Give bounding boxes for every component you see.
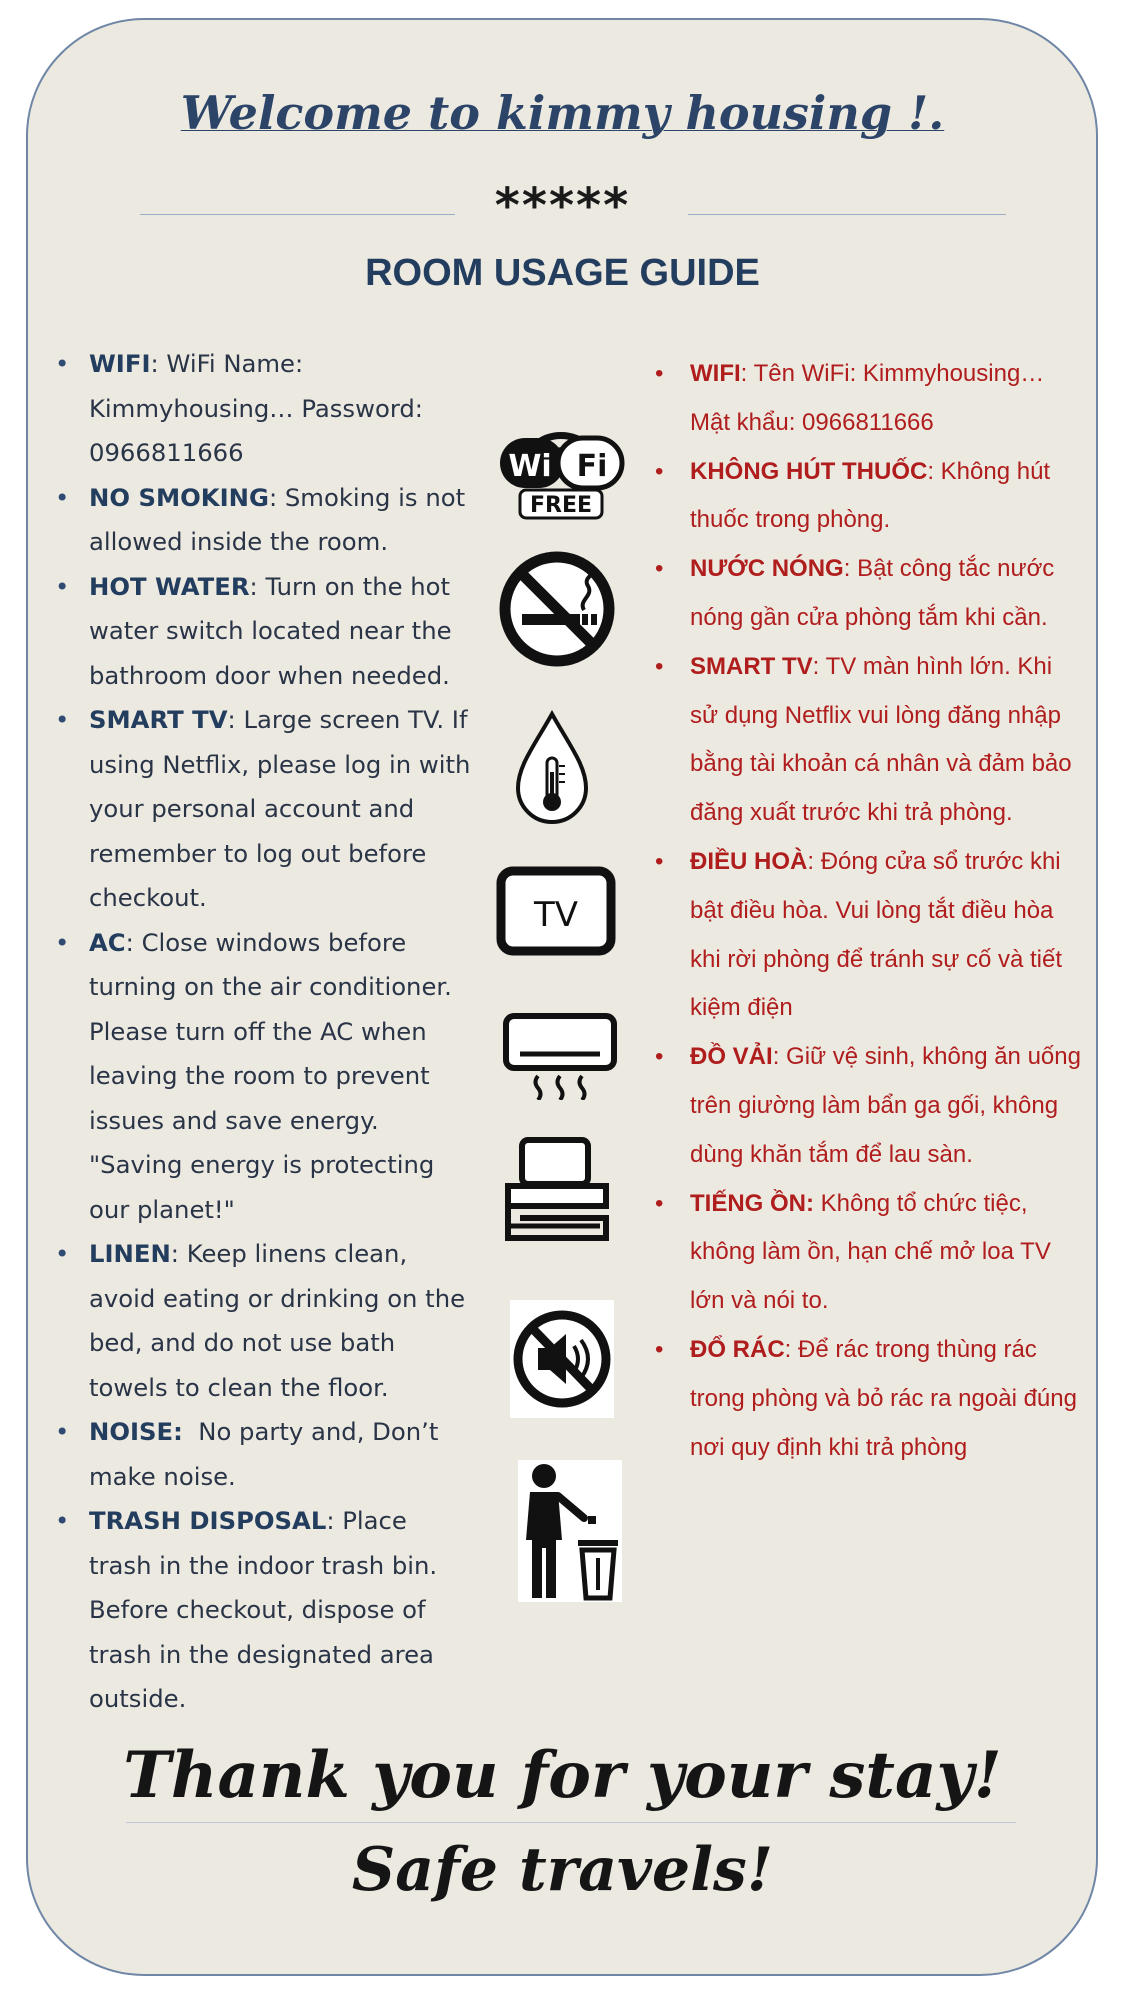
- footer-divider: [126, 1822, 1016, 1823]
- stars-rating: *****: [494, 178, 631, 234]
- welcome-heading: Welcome to kimmy housing !.: [180, 86, 945, 140]
- page-title: ROOM USAGE GUIDE: [365, 252, 760, 294]
- rule-noise-en: • NOISE: No party and, Don’t make noise.: [55, 1410, 475, 1499]
- svg-text:TV: TV: [533, 895, 579, 935]
- rule-no-smoking-vi: • KHÔNG HÚT THUỐC: Không hút thuốc trong phòng.: [655, 448, 1085, 546]
- no-smoking-icon: [496, 548, 618, 670]
- rule-trash-vi: • ĐỔ RÁC: Để rác trong thùng rác trong phòng và bỏ rác ra ngoài đúng nơi quy định khi trả phòng: [655, 1326, 1085, 1472]
- air-conditioner-icon: [502, 1010, 618, 1100]
- svg-text:FREE: FREE: [529, 493, 593, 518]
- rule-wifi-en: • WIFI: WiFi Name: Kimmyhousing… Password: 0966811666: [55, 342, 475, 476]
- rule-smart-tv-vi: • SMART TV: TV màn hình lớn. Khi sử dụng Netflix vui lòng đăng nhập bằng tài khoản cá nhân và đảm bảo đăng xuất trước khi trả phòng.: [655, 643, 1085, 838]
- tv-icon: [496, 866, 616, 958]
- svg-text:Fi: Fi: [576, 449, 608, 484]
- vietnamese-rules-list: [655, 350, 1085, 1472]
- rule-hot-water-en: • HOT WATER: Turn on the hot water switch located near the bathroom door when needed.: [55, 565, 475, 699]
- rule-ac-vi: • ĐIỀU HOÀ: Đóng cửa sổ trước khi bật điều hòa. Vui lòng tắt điều hòa khi rời phòng để tránh sự cố và tiết kiệm điện: [655, 838, 1085, 1033]
- rule-linen-en: • LINEN: Keep linens clean, avoid eating or drinking on the bed, and do not use bath towels to clean the floor.: [55, 1232, 475, 1410]
- linen-icon: [500, 1134, 614, 1246]
- rule-noise-vi: • TIẾNG ỒN: Không tổ chức tiệc, không làm ồn, hạn chế mở loa TV lớn và nói to.: [655, 1180, 1085, 1326]
- svg-text:Wi: Wi: [508, 449, 552, 484]
- english-rules-list: [55, 342, 475, 1722]
- no-noise-icon: [510, 1300, 614, 1418]
- rule-smart-tv-en: • SMART TV: Large screen TV. If using Netflix, please log in with your personal account and remember to log out before checkout.: [55, 698, 475, 921]
- safe-travels-message: Safe travels!: [351, 1835, 774, 1905]
- wifi-free-icon: [492, 408, 630, 520]
- rule-trash-en: • TRASH DISPOSAL: Place trash in the indoor trash bin. Before checkout, dispose of trash in the designated area outside.: [55, 1499, 475, 1722]
- rule-no-smoking-en: • NO SMOKING: Smoking is not allowed inside the room.: [55, 476, 475, 565]
- rule-hot-water-vi: • NƯỚC NÓNG: Bật công tắc nước nóng gần cửa phòng tắm khi cần.: [655, 545, 1085, 643]
- rule-linen-vi: • ĐỒ VẢI: Giữ vệ sinh, không ăn uống trên giường làm bẩn ga gối, không dùng khăn tắm để lau sàn.: [655, 1033, 1085, 1179]
- hot-water-icon: [512, 710, 592, 828]
- rule-ac-en: • AC: Close windows before turning on the air conditioner. Please turn off the AC when leaving the room to prevent issues and save energy. "Saving energy is protecting our planet!": [55, 921, 475, 1233]
- thank-you-message: Thank you for your stay!: [123, 1738, 1002, 1813]
- rule-wifi-vi: • WIFI: Tên WiFi: Kimmyhousing… Mật khẩu: 0966811666: [655, 350, 1085, 448]
- trash-disposal-icon: [518, 1460, 622, 1602]
